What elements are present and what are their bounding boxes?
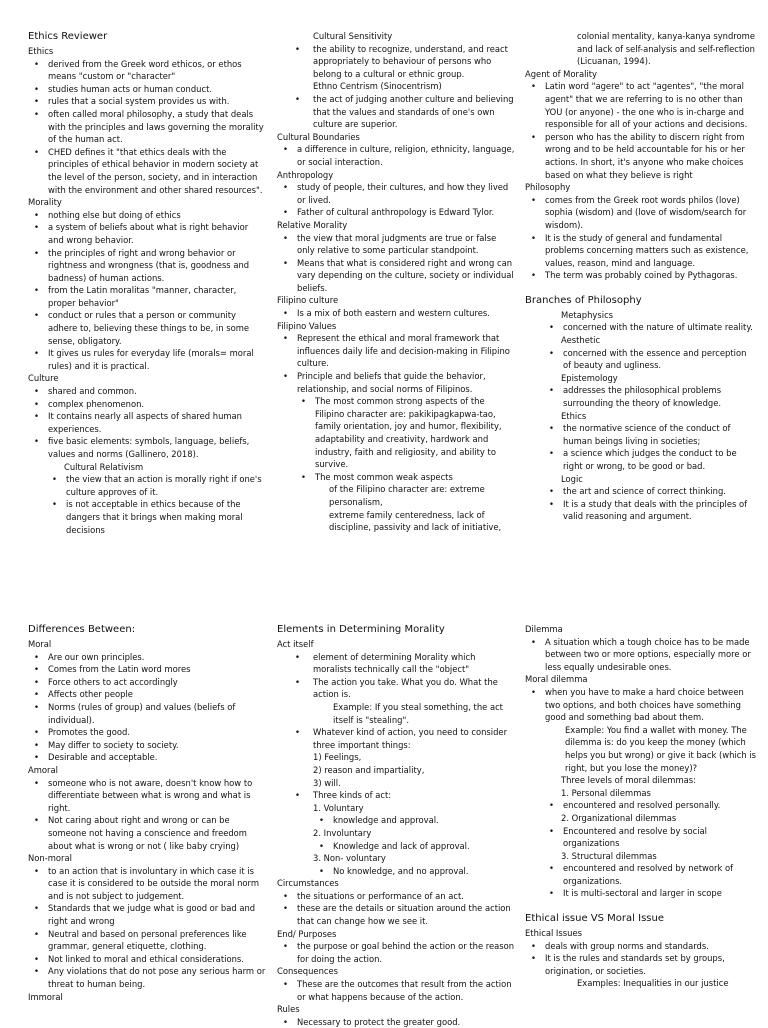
list-ethics [28, 58, 266, 197]
heading-amoral: Amoral [28, 764, 58, 775]
list-item: • person who has the ability to discern right from wrong and to be held accountable for his or her actions. In short, it's anyone who make choices based on what they believe is right [525, 131, 755, 181]
list-agent-of-morality [525, 80, 755, 181]
list-item: • It gives us rules for everyday life (morals= moral rules) and it is practical. [28, 347, 266, 372]
branch-name: Epistemology [561, 372, 618, 383]
level-name: 1. Personal dilemmas [561, 787, 651, 798]
act-kind-name: 3. Non- voluntary [313, 853, 386, 864]
list-item: • These are the outcomes that result from the action or what happens because of the action. [277, 978, 515, 1003]
list-item: • Means that what is considered right and wrong can vary depending on the culture, society or individual beliefs. [277, 257, 515, 295]
list-item [525, 686, 761, 774]
list-relative-morality [277, 232, 515, 295]
list-item: • Represent the ethical and moral framework that influences daily life and decision-making in Filipino culture. [277, 332, 515, 370]
continued-text: colonial mentality, kanya-kanya syndrome and lack of self-analysis and self-reflection (Licuanan, 1994). [577, 31, 755, 67]
list-cultural-boundaries [277, 143, 515, 168]
heading-end-purposes: End/ Purposes [277, 928, 337, 939]
heading-three-levels: Three levels of moral dilemmas: [561, 775, 696, 786]
heading-philosophy: Philosophy [525, 182, 571, 193]
heading-relative-morality: Relative Morality [277, 219, 348, 230]
heading-act-itself: Act itself [277, 639, 314, 649]
example-text: Example: If you steal something, the act itself is "stealing". [333, 701, 503, 725]
list-dilemma [525, 636, 761, 674]
heading-rules: Rules [277, 1004, 300, 1015]
branch-list [525, 384, 755, 409]
list-item: • to an action that is involuntary in which case it is case it is considered to be outside the moral norm and is not subject to judgement. [28, 865, 266, 903]
branch-list [525, 347, 755, 372]
heading-moral-dilemma: Moral dilemma [525, 674, 588, 685]
list-item: • Desirable and acceptable. [28, 751, 266, 764]
list-item: • often called moral philosophy, a study that deals with the principles and laws governing the morality of the human act. [28, 108, 266, 146]
level-list [525, 799, 761, 812]
heading-branches-of-philosophy: Branches of Philosophy [525, 294, 642, 306]
list-item: • Norms (rules of group) and values (beliefs of individual). [28, 701, 266, 726]
column-elements-of-morality [277, 623, 515, 1028]
list-item: • derived from the Greek word ethicos, or ethos means "custom or "character" [28, 58, 266, 83]
branch-name: Ethics [561, 410, 587, 421]
heading-dilemma: Dilemma [525, 624, 563, 634]
list-item: • Any violations that do not pose any serious harm or threat to human being. [28, 965, 266, 990]
list-item: • It contains nearly all aspects of shared human experiences. [28, 410, 266, 435]
list-item: • the view that moral judgments are true or false only relative to some particular standpoint. [277, 232, 515, 257]
list-item: • Not caring about right and wrong or can be someone not having a conscience and freedom about what is wrong or not ( like baby crying) [28, 814, 266, 852]
column-philosophy [525, 30, 755, 523]
list-act-itself [277, 651, 515, 878]
branch-list [525, 485, 755, 523]
branch-list [525, 321, 755, 334]
act-kind-list [313, 814, 515, 827]
list-item: • Principle and beliefs that guide the behavior, relationship, and social norms of Filipinos. [277, 370, 515, 395]
list-cultural-sensitivity [277, 43, 515, 81]
branch-name: Logic [561, 473, 583, 484]
list-item: • deals with group norms and standards. [525, 940, 761, 953]
list-item: • It is the study of general and fundamental problems concerning matters such as existence, values, reason, mind and language. [525, 232, 755, 270]
list-item: • conduct or rules that a person or community adhere to, believing these things to be, in some sense, obligatory. [28, 309, 266, 347]
list-item: • encountered and resolved by network of organizations. [543, 862, 761, 887]
list-item: • five basic elements: symbols, language, beliefs, values and norms (Gallinero, 2018). [28, 435, 266, 460]
list-item: • Is a mix of both eastern and western cultures. [277, 307, 515, 320]
list-non-moral [28, 865, 266, 991]
heading-anthropology: Anthropology [277, 169, 334, 180]
list-cultural-relativism [28, 473, 266, 536]
column-ethics [28, 30, 266, 536]
list-rules [277, 1016, 515, 1028]
list-item: • Encountered and resolve by social organizations [543, 825, 761, 850]
list-moral [28, 651, 266, 764]
list-item: • CHED defines it "that ethics deals with the principles of ethical behavior in modern society at the level of the person, society, and in interaction with the environment and other shared resources". [28, 146, 266, 196]
list-item: • rules that a social system provides us with. [28, 95, 266, 108]
list-item: • Force others to act accordingly [28, 676, 266, 689]
list-ethical-issues [525, 940, 761, 978]
level-list [525, 825, 761, 850]
list-item: • concerned with the essence and perception of beauty and ugliness. [543, 347, 755, 372]
column-dilemma [525, 623, 761, 990]
column-culture [277, 30, 515, 534]
list-item: • encountered and resolved personally. [543, 799, 761, 812]
list-item: • the principles of right and wrong behavior or rightness and wrongness (that is, goodness and badness) of human actions. [28, 247, 266, 285]
example-text: Example: You find a wallet with money. The dilemma is: do you keep the money (which helps you but wrong) or give it back (which is right, but you lose the money)? [565, 724, 757, 773]
list-item: • No knowledge, and no approval. [313, 865, 515, 878]
list-item: • the situations or performance of an act. [277, 890, 515, 903]
list-item: • a system of beliefs about what is right behavior and wrong behavior. [28, 221, 266, 246]
list-item: • Not linked to moral and ethical considerations. [28, 953, 266, 966]
heading-ethics: Ethics [28, 46, 54, 56]
list-item: • concerned with the nature of ultimate reality. [543, 321, 755, 334]
act-kind-name: 1. Voluntary [313, 802, 364, 813]
heading-non-moral: Non-moral [28, 853, 72, 864]
list-item: • Are our own principles. [28, 651, 266, 664]
list-item: • Latin word "agere" to act "agentes", "the moral agent" that we are referring to is no other than YOU (or anyone) - the one who is in-charge and responsible for all of your actions and decisions. [525, 80, 755, 130]
weak-aspects-line: of the Filipino character are: extreme personalism, [329, 484, 485, 507]
act-kind-list [313, 840, 515, 853]
list-item-text: when you have to make a hard choice between two options, and both choices have something good and something bad about them. [545, 686, 744, 723]
list-item: • element of determining Morality which moralists technically call the "object" [277, 651, 515, 676]
level-name: 2. Organizational dilemmas [561, 812, 677, 823]
list-item: • the normative science of the conduct of human beings living in societies; [543, 422, 755, 447]
act-kind-list [313, 865, 515, 878]
list-item: • It is the rules and standards set by groups, origination, or societies. [525, 952, 761, 977]
list-item: • the act of judging another culture and believing that the values and standards of one's own culture are superior. [277, 93, 515, 131]
list-filipino-culture [277, 307, 515, 320]
list-filipino-values [277, 332, 515, 395]
list-end-purposes [277, 940, 515, 965]
list-item: • Knowledge and lack of approval. [313, 840, 515, 853]
list-item: • Father of cultural anthropology is Edward Tylor. [277, 206, 515, 219]
weak-aspects-line: extreme family centeredness, lack of discipline, passivity and lack of initiative, [329, 509, 502, 533]
examples-text: Examples: Inequalities in our justice [577, 978, 729, 989]
list-ethnocentrism [277, 93, 515, 131]
list-anthropology [277, 181, 515, 219]
heading-ethnocentrism: Ethno Centrism (Sinocentrism) [313, 81, 442, 92]
heading-cultural-boundaries: Cultural Boundaries [277, 131, 360, 142]
list-item: • shared and common. [28, 385, 266, 398]
list-item: • Comes from the Latin word mores [28, 663, 266, 676]
list-item: • It is a study that deals with the principles of valid reasoning and argument. [543, 498, 755, 523]
list-item: • The most common weak aspects [295, 471, 515, 484]
list-item: • The most common strong aspects of the Filipino character are: pakikipagkapwa-tao, family orientation, joy and humor, flexibility, adaptability and creativity, hardwork and industry, faith and religiosity, and ability to survive. [295, 395, 515, 471]
heading-circumstances: Circumstances [277, 878, 339, 889]
heading-morality: Morality [28, 197, 62, 208]
list-item: • The term was probably coined by Pythagoras. [525, 269, 755, 282]
list-item: • complex phenomenon. [28, 398, 266, 411]
list-item: • the view that an action is morally right if one's culture approves of it. [46, 473, 266, 498]
list-item [277, 726, 515, 789]
column-differences [28, 623, 266, 1003]
list-item: • Necessary to protect the greater good. [277, 1016, 515, 1028]
level-list [525, 862, 761, 900]
act-kind-name: 2. Involuntary [313, 827, 372, 838]
list-item: • knowledge and approval. [313, 814, 515, 827]
list-consequences [277, 978, 515, 1003]
list-item-text: Three kinds of act: [313, 790, 392, 801]
heading-cultural-sensitivity: Cultural Sensitivity [313, 31, 393, 41]
list-item [277, 789, 515, 877]
list-item: • May differ to society to society. [28, 739, 266, 752]
list-item: • Promotes the good. [28, 726, 266, 739]
list-morality [28, 209, 266, 373]
list-moral-dilemma [525, 686, 761, 774]
heading-agent-of-morality: Agent of Morality [525, 68, 598, 79]
list-item-text: The action you take. What you do. What the action is. [313, 676, 498, 700]
heading-filipino-values: Filipino Values [277, 320, 337, 331]
list-item: • studies human acts or human conduct. [28, 83, 266, 96]
list-item: • addresses the philosophical problems surrounding the theory of knowledge. [543, 384, 755, 409]
consider-item: 3) will. [313, 777, 341, 788]
list-item: • It is multi-sectoral and larger in scope [543, 887, 761, 900]
heading-culture: Culture [28, 373, 59, 384]
list-item: • nothing else but doing of ethics [28, 209, 266, 222]
heading-consequences: Consequences [277, 966, 339, 977]
list-item: • the purpose or goal behind the action or the reason for doing the action. [277, 940, 515, 965]
branch-name: Aesthetic [561, 335, 601, 346]
list-item-text: Whatever kind of action, you need to consider three important things: [313, 727, 508, 750]
list-item: • comes from the Greek root words philos (love) sophia (wisdom) and (love of wisdom/search for wisdom). [525, 194, 755, 232]
consider-item: 1) Feelings, [313, 752, 362, 763]
section-title-ethical-vs-moral: Ethical issue VS Moral Issue [525, 913, 664, 925]
list-item: • Affects other people [28, 688, 266, 701]
list-item: • a science which judges the conduct to be right or wrong, to be good or bad. [543, 447, 755, 472]
heading-ethical-issues: Ethical Issues [525, 928, 582, 939]
heading-moral: Moral [28, 639, 52, 649]
list-amoral [28, 777, 266, 853]
list-filipino-character [277, 395, 515, 483]
heading-immoral: Immoral [28, 991, 63, 1002]
list-item: • study of people, their cultures, and how they lived or lived. [277, 181, 515, 206]
consider-item: 2) reason and impartiality, [313, 764, 425, 775]
list-item: • A situation which a tough choice has to be made between two or more options, especially more or less equally undesirable ones. [525, 636, 761, 674]
list-item: • a difference in culture, religion, ethnicity, language, or social interaction. [277, 143, 515, 168]
list-item: • the ability to recognize, understand, and react appropriately to behaviour of persons who belong to a cultural or ethnic group. [277, 43, 515, 81]
list-item: • the art and science of correct thinking. [543, 485, 755, 498]
list-item: • Standards that we judge what is good or bad and right and wrong [28, 902, 266, 927]
list-item [277, 676, 515, 726]
list-item: • Neutral and based on personal preferences like grammar, general etiquette, clothing. [28, 928, 266, 953]
heading-cultural-relativism: Cultural Relativism [64, 461, 144, 472]
list-item: • from the Latin moralitas "manner, character, proper behavior" [28, 284, 266, 309]
list-item: • is not acceptable in ethics because of the dangers that it brings when making moral decisions [46, 498, 266, 536]
list-culture [28, 385, 266, 461]
branch-list [525, 422, 755, 472]
section-title-differences: Differences Between: [28, 624, 136, 635]
list-philosophy [525, 194, 755, 282]
section-title-elements: Elements in Determining Morality [277, 624, 445, 635]
branch-name: Metaphysics [561, 309, 614, 320]
list-circumstances [277, 890, 515, 928]
list-item: • these are the details or situation around the action that can change how we see it. [277, 902, 515, 927]
heading-filipino-culture: Filipino culture [277, 295, 339, 306]
list-item: • someone who is not aware, doesn't know how to differentiate between what is wrong and what is right. [28, 777, 266, 815]
level-name: 3. Structural dilemmas [561, 850, 657, 861]
page-title: Ethics Reviewer [28, 31, 108, 42]
